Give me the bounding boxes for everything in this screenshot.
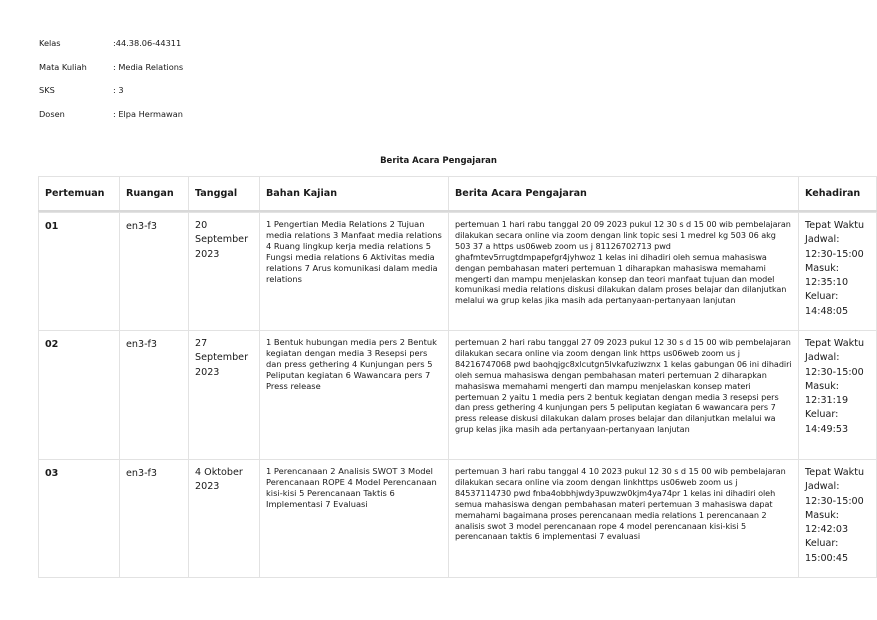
- schedule-label: Jadwal:: [805, 352, 840, 364]
- attendance-status: Tepat Waktu: [805, 467, 865, 478]
- check-out-label: Keluar:: [805, 409, 839, 421]
- check-in-value: 12:42:03: [805, 524, 849, 536]
- material-cell: 1 Perencanaan 2 Analisis SWOT 3 Model Perencanaan ROPE 4 Model Perencanaan kisi-kisi 5 Perencanaan Taktis 6 Implementasi 7 Evaluasi: [260, 460, 449, 578]
- attendance-cell: [799, 331, 877, 460]
- schedule-value: 12:30-15:00: [805, 366, 864, 378]
- report-cell: pertemuan 3 hari rabu tanggal 4 10 2023 pukul 12 30 s d 15 00 wib pembelajaran dilakukan secara online via zoom dengan linkhttps us06web zoom us j 84537114730 pwd fnba4obbhjwdy3puwzw0kjm4ya74pr 1 kelas ini dihadiri oleh semua mahasiswa dengan pembahasan materi pertemuan 3 mahasiswa dapat memahami bagaimana proses perencanaan media relations 1 perencanaan 2 analisis swot 3 model perencanaan rope 4 model perencanaan kisi-kisi 5 perencanaan taktis 6 implementasi 7 evaluasi: [449, 460, 799, 578]
- info-value: : Elpa Hermawan: [113, 109, 183, 120]
- report-cell: pertemuan 1 hari rabu tanggal 20 09 2023 pukul 12 30 s d 15 00 wib pembelajaran dilakukan secara online via zoom dengan link topic sesi 1 medrel kg 503 06 akg 503 37 a https us06web zoom us j 81126702713 pwd ghafmtev5rrugtdmpapefgr4jyhwoz 1 kelas ini dihadiri oleh semua mahasiswa dengan pembahasan materi pertemuan 1 diharapkan mahasiswa memahami mengerti dan mampu menjelaskan konsep dan teori manfaat tujuan dan model komunikasi media relations diskusi dilakukan dalam proses belajar dan dilanjutkan melalui wa grup kelas jika masih ada pertanyaan-pertanyaan lanjutan: [449, 213, 799, 331]
- schedule-value: 12:30-15:00: [805, 248, 864, 260]
- table-header-row: [39, 177, 877, 212]
- room-cell: en3-f3: [120, 460, 189, 578]
- date-cell: 27 September 2023: [189, 331, 260, 460]
- check-in-label: Masuk:: [805, 262, 840, 274]
- attendance-status: Tepat Waktu: [805, 338, 865, 349]
- date-cell: 4 Oktober 2023: [189, 460, 260, 578]
- check-out-value: 15:00:45: [805, 552, 849, 564]
- check-out-label: Keluar:: [805, 291, 839, 303]
- attendance-cell: [799, 213, 877, 331]
- schedule-label: Jadwal:: [805, 481, 840, 493]
- info-label: Dosen: [39, 109, 65, 120]
- info-label: Mata Kuliah: [39, 61, 87, 72]
- info-label: Kelas: [39, 38, 61, 48]
- report-title: Berita Acara Pengajaran: [380, 156, 497, 166]
- check-in-label: Masuk:: [805, 509, 840, 521]
- check-in-value: 12:31:19: [805, 395, 849, 407]
- check-in-value: 12:35:10: [805, 277, 849, 289]
- check-out-value: 14:49:53: [805, 423, 849, 435]
- room-cell: en3-f3: [120, 331, 189, 460]
- info-label: SKS: [39, 85, 55, 96]
- info-row-dosen: [39, 109, 183, 133]
- schedule-value: 12:30-15:00: [805, 495, 864, 507]
- info-value: : 3: [113, 85, 124, 96]
- meeting-number: 03: [39, 460, 120, 578]
- attendance-cell: [799, 460, 877, 578]
- date-cell: 20 September 2023: [189, 213, 260, 331]
- header-kehadiran: Kehadiran: [799, 177, 877, 212]
- room-cell: en3-f3: [120, 213, 189, 331]
- attendance-status: Tepat Waktu: [805, 220, 865, 231]
- course-info: [39, 38, 183, 133]
- header-berita-acara: Berita Acara Pengajaran: [449, 177, 799, 212]
- check-out-label: Keluar:: [805, 538, 839, 550]
- info-row-sks: [39, 85, 183, 109]
- check-out-value: 14:48:05: [805, 305, 849, 317]
- header-pertemuan: Pertemuan: [39, 177, 120, 212]
- info-row-kelas: [39, 38, 183, 62]
- header-tanggal: Tanggal: [189, 177, 260, 212]
- material-cell: 1 Bentuk hubungan media pers 2 Bentuk kegiatan dengan media 3 Resepsi pers dan press gethering 4 Kunjungan pers 5 Peliputan kegiatan 6 Wawancara pers 7 Press release: [260, 331, 449, 460]
- table-row: [39, 213, 877, 331]
- report-cell: pertemuan 2 hari rabu tanggal 27 09 2023 pukul 12 30 s d 15 00 wib pembelajaran dilakukan secara online via zoom dengan link https us06web zoom us j 84216747068 pwd baohqjgc8xlcutgn5lvkafuziwznx 1 kelas gabungan 06 ini dihadiri oleh semua mahasiswa dengan pembahasan materi pertemuan 2 diharapkan mahasiswa memahami mengerti dan mampu menjelaskan konsep materi pertemuan 2 yaitu 1 media pers 2 bentuk kegiatan dengan media 3 resepsi pers dan press gethering 4 kunjungan pers 5 peliputan kegiatan 6 wawancara pers 7 press release diskusi dilakukan dalam proses belajar dan dilanjutkan melalui wa grup kelas jika masih ada pertanyaan-pertanyaan lanjutan: [449, 331, 799, 460]
- meeting-number: 02: [39, 331, 120, 460]
- meeting-number: 01: [39, 213, 120, 331]
- material-cell: 1 Pengertian Media Relations 2 Tujuan media relations 3 Manfaat media relations 4 Ruang lingkup kerja media relations 5 Fungsi media relations 6 Aktivitas media relations 7 Arus komunikasi dalam media relations: [260, 213, 449, 331]
- info-row-mata-kuliah: [39, 62, 183, 86]
- teaching-report-table: [38, 176, 877, 578]
- info-value: : Media Relations: [113, 61, 184, 72]
- check-in-label: Masuk:: [805, 380, 840, 392]
- schedule-label: Jadwal:: [805, 234, 840, 246]
- header-ruangan: Ruangan: [120, 177, 189, 212]
- table-row: [39, 331, 877, 460]
- table-row: [39, 460, 877, 578]
- header-bahan-kajian: Bahan Kajian: [260, 177, 449, 212]
- info-value: :44.38.06-44311: [113, 38, 182, 48]
